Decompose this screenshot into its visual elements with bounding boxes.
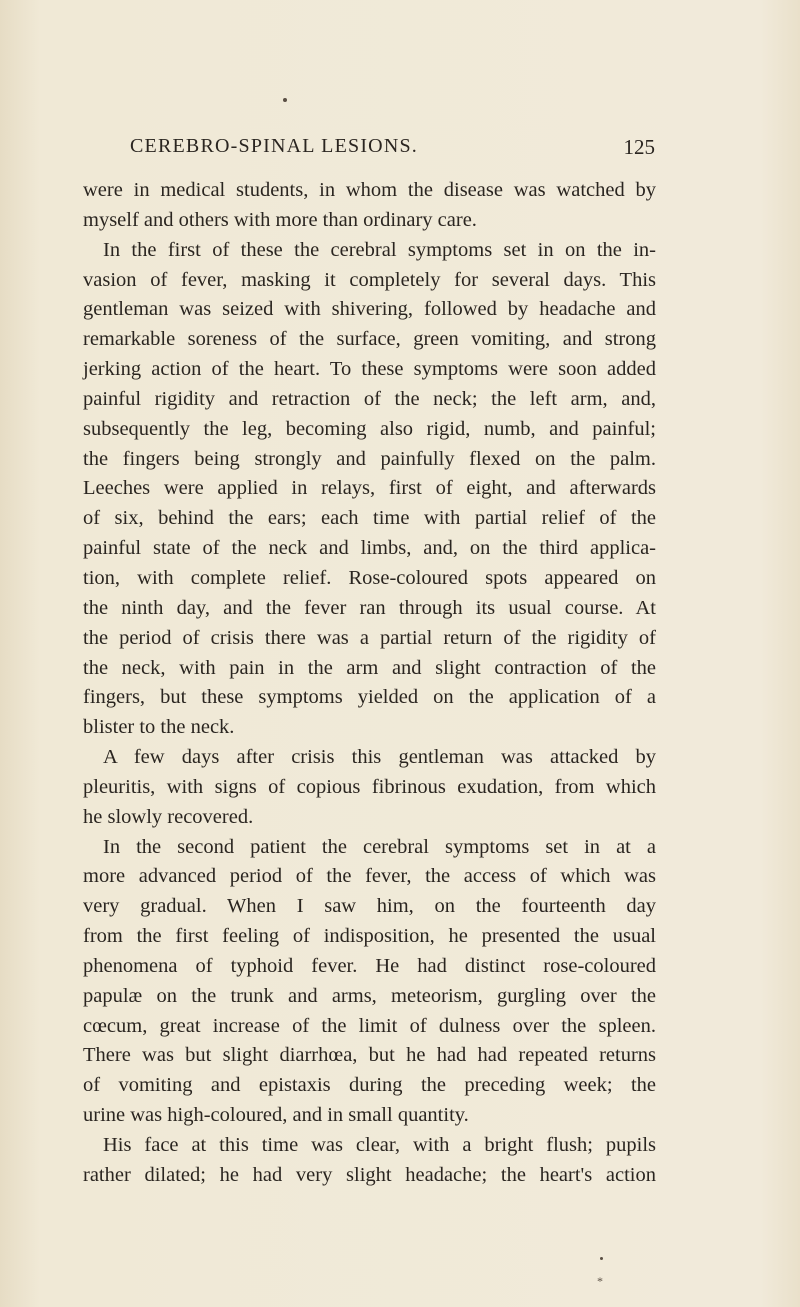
page-number: 125 bbox=[623, 135, 655, 159]
text-line: tion, with complete relief. Rose-coloured spots appeared on bbox=[83, 566, 656, 589]
text-line: gentleman was seized with shivering, followed by headache and bbox=[83, 298, 656, 321]
text-line: painful rigidity and retraction of the neck; the left arm, and, bbox=[83, 387, 656, 410]
text-line: the neck, with pain in the arm and slight contraction of the bbox=[83, 656, 656, 679]
body-text bbox=[83, 176, 656, 1191]
text-line: Leeches were applied in relays, first of eight, and afterwards bbox=[83, 477, 656, 500]
text-line: the fingers being strongly and painfully flexed on the palm. bbox=[83, 447, 656, 470]
text-line: were in medical students, in whom the disease was watched by bbox=[83, 179, 656, 201]
text-line: blister to the neck. bbox=[83, 716, 235, 739]
text-line: from the first feeling of indisposition, he presented the usual bbox=[83, 925, 656, 948]
text-line: jerking action of the heart. To these symptoms were soon added bbox=[83, 358, 656, 381]
page-header bbox=[130, 135, 655, 161]
text-line: myself and others with more than ordinary care. bbox=[83, 208, 477, 231]
text-line: of six, behind the ears; each time with partial relief of the bbox=[83, 507, 656, 530]
text-line: of vomiting and epistaxis during the preceding week; the bbox=[83, 1074, 656, 1097]
text-line: papulæ on the trunk and arms, meteorism, gurgling over the bbox=[83, 984, 656, 1007]
text-line: he slowly recovered. bbox=[83, 805, 254, 828]
running-title: CEREBRO-SPINAL LESIONS. bbox=[130, 135, 418, 157]
text-line: fingers, but these symptoms yielded on the application of a bbox=[83, 686, 656, 709]
text-line: subsequently the leg, becoming also rigid, numb, and painful; bbox=[83, 417, 656, 440]
text-line: In the first of these the cerebral symptoms set in on the in- bbox=[103, 238, 656, 261]
text-line: urine was high-coloured, and in small quantity. bbox=[83, 1104, 469, 1127]
ink-speck bbox=[600, 1257, 603, 1260]
footer-mark: * bbox=[597, 1274, 603, 1288]
text-line: rather dilated; he had very slight headache; the heart's action bbox=[83, 1163, 656, 1186]
text-line: the period of crisis there was a partial return of the rigidity of bbox=[83, 626, 656, 649]
text-line: In the second patient the cerebral symptoms set in at a bbox=[103, 835, 656, 858]
text-line: very gradual. When I saw him, on the fourteenth day bbox=[83, 895, 656, 918]
text-line: His face at this time was clear, with a bright flush; pupils bbox=[103, 1134, 656, 1156]
text-line: phenomena of typhoid fever. He had distinct rose-coloured bbox=[83, 954, 656, 977]
text-line: cœcum, great increase of the limit of dulness over the spleen. bbox=[83, 1014, 656, 1037]
text-line: remarkable soreness of the surface, green vomiting, and strong bbox=[83, 328, 656, 351]
text-line: painful state of the neck and limbs, and, on the third applica- bbox=[83, 537, 656, 560]
text-line: pleuritis, with signs of copious fibrinous exudation, from which bbox=[83, 775, 656, 798]
text-line: A few days after crisis this gentleman was attacked by bbox=[103, 746, 656, 769]
text-line: vasion of fever, masking it completely for several days. This bbox=[83, 268, 656, 291]
text-line: There was but slight diarrhœa, but he had had repeated returns bbox=[83, 1044, 656, 1067]
text-line: the ninth day, and the fever ran through its usual course. At bbox=[83, 596, 656, 619]
ink-speck bbox=[283, 98, 287, 102]
text-line: more advanced period of the fever, the access of which was bbox=[83, 865, 656, 888]
